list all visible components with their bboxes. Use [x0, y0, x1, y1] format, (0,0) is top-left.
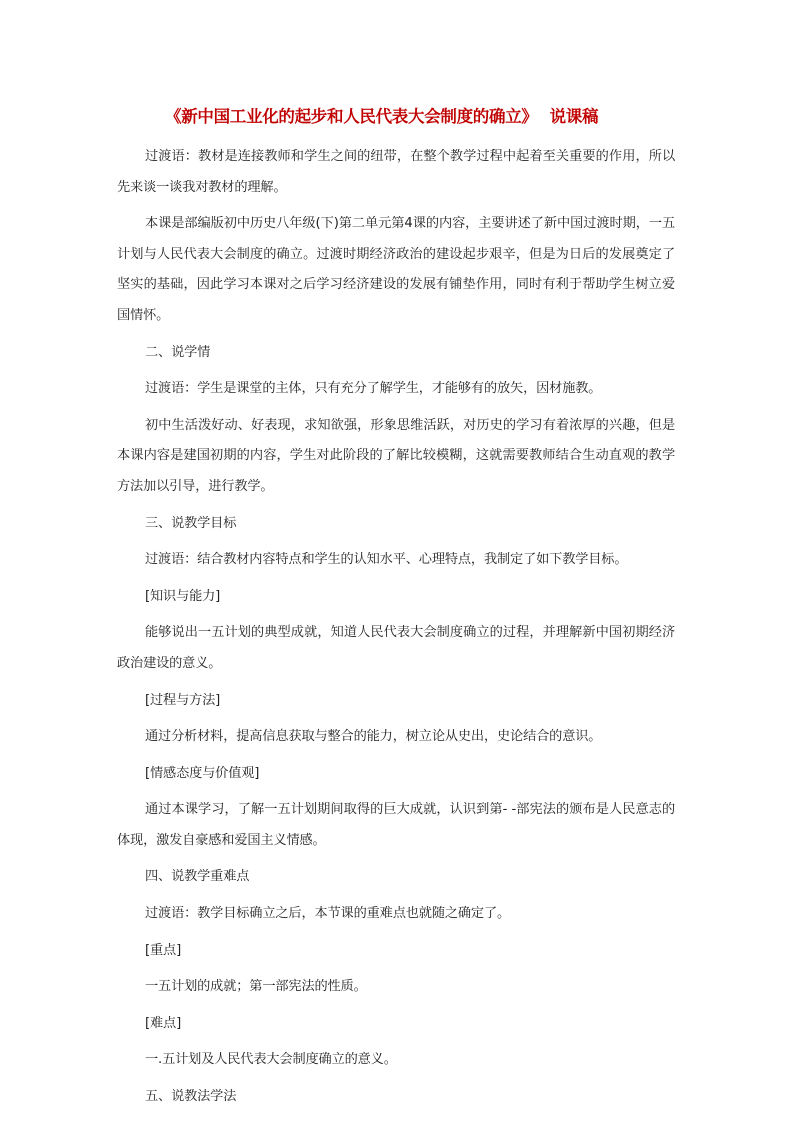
subsection-label: [重点]: [145, 942, 182, 958]
subsection-label: [知识与能力]: [145, 588, 221, 604]
section-heading: 五、说教法学法: [145, 1089, 237, 1105]
paragraph: 初中生活泼好动、好表现，求知欲强，形象思维活跃，对历史的学习有着浓厚的兴趣，但是本课内容是建国初期的内容，学生对此阶段的了解比较模糊，这就需要教师结合生动直观的教学方法加以引导，进行教学。: [117, 417, 675, 494]
paragraph: 一五计划的成就；第一部宪法的性质。: [145, 979, 367, 995]
paragraph: 过渡语：教学目标确立之后，本节课的重难点也就随之确定了。: [145, 906, 511, 922]
subsection-label: [难点]: [145, 1015, 182, 1031]
section-heading: 二、说学情: [145, 344, 211, 360]
paragraph: 通过分析材料，提高信息获取与整合的能力，树立论从史出，史论结合的意识。: [145, 729, 602, 745]
paragraph: 过渡语：教材是连接教师和学生之间的纽带，在整个教学过程中起着至关重要的作用，所以先来谈一谈我对教材的理解。: [117, 149, 675, 195]
paragraph: 能够说出一五计划的典型成就，知道人民代表大会制度确立的过程，并理解新中国初期经济政治建设的意义。: [117, 625, 675, 671]
subsection-label: [过程与方法]: [145, 692, 221, 708]
paragraph: 一.五计划及人民代表大会制度确立的意义。: [145, 1052, 397, 1068]
title-main: 《新中国工业化的起步和人民代表大会制度的确立》: [165, 107, 538, 126]
document-title: [117, 104, 675, 130]
section-heading: 三、说教学目标: [145, 515, 237, 531]
paragraph: 通过本课学习，了解一五计划期间取得的巨大成就，认识到第- -部宪法的颁布是人民意志的体现，激发自豪感和爱国主义情感。: [117, 802, 675, 848]
paragraph: 本课是部编版初中历史八年级(下)第二单元第4课的内容，主要讲述了新中国过渡时期，一五计划与人民代表大会制度的确立。过渡时期经济政治的建设起步艰辛，但是为日后的发展奠定了坚实的基础，因此学习本课对之后学习经济建设的发展有铺垫作用，同时有利于帮助学生树立爱国情怀。: [117, 216, 675, 323]
title-suffix: 说课稿: [549, 107, 599, 126]
paragraph: 过渡语：结合教材内容特点和学生的认知水平、心理特点，我制定了如下教学目标。: [145, 552, 628, 568]
subsection-label: [情感态度与价值观]: [145, 765, 260, 781]
section-heading: 四、说教学重难点: [145, 869, 250, 885]
document-page: [117, 104, 675, 1119]
paragraph: 过渡语：学生是课堂的主体，只有充分了解学生，才能够有的放矢，因材施教。: [145, 381, 602, 397]
